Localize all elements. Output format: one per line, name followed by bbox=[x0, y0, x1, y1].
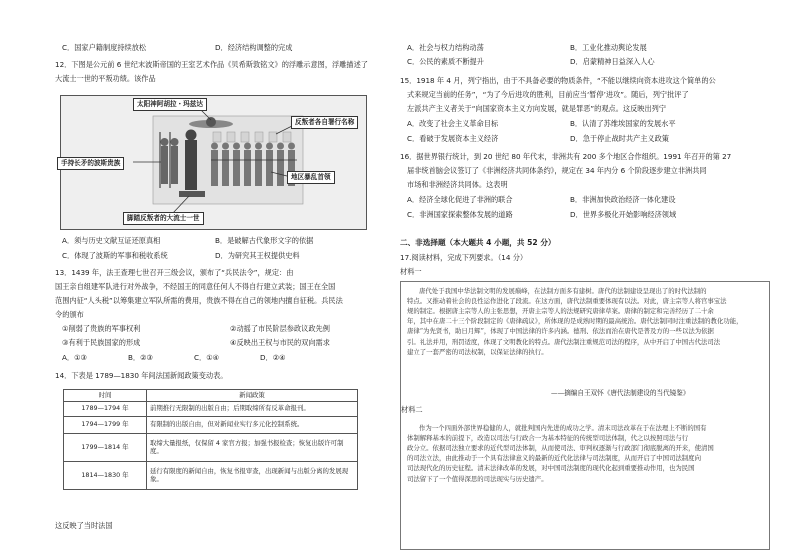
material1-line: 唐代处于我国中华法制文明的发展巅峰，在法制方面多有建树。唐代的法制建设呈现出了的时代法制的 bbox=[419, 287, 707, 295]
q13-item-4: ④反映出王权与市民的双向需求 bbox=[230, 338, 330, 347]
material1-title: 材料一 bbox=[400, 267, 422, 276]
q14-stem: 14．下表是 1789—1830 年间法国新闻政策变动表。 bbox=[55, 371, 228, 380]
material1-line: 建立了一套严密的司法权制，以保证法律的执行。 bbox=[407, 347, 548, 356]
q13-stem-line2: 国王亲自组建军队进行对外战争，不经国王的同意任何人不得自行建立武装；国王在全国 bbox=[55, 282, 336, 291]
q13-stem-line4: 令的颁布 bbox=[55, 310, 84, 319]
material2-line: 司法留下了一个值得深思的司法现实与历史遗产。 bbox=[407, 474, 548, 483]
q12-option-a: A．须与历史文献互证还原真相 bbox=[62, 236, 161, 245]
q12-stem-line1: 12．下图是公元前 6 世纪末波斯帝国的王室艺术作品《贝希斯敦铭文》的浮雕示意图，浮雕描述了 bbox=[55, 60, 368, 69]
q15-option-b: B．认清了苏维埃国家的发展水平 bbox=[570, 119, 676, 128]
row-policy: 取缔大量报纸，仅保留 4 家官方报；加强书报检查；恢复出版许可制度。 bbox=[147, 433, 358, 461]
behistun-relief-figure bbox=[60, 95, 367, 230]
q16-option-c: C．非洲国家探索整体发展的道路 bbox=[407, 210, 513, 219]
row-time: 1799—1814 年 bbox=[64, 433, 147, 461]
material2-line: 体制解释基本的前提下，改造以司法与行政合一为基本特征的传统型司法体制，代之以按照司法与行 bbox=[407, 434, 689, 443]
q15-stem-line2: 式来规定当前的任务”，“为了今后进攻的胜利，目前应当‘暂停’进攻”。随后，列宁批评了 bbox=[407, 90, 689, 99]
label-king: 脚踏反叛者的大流士一世 bbox=[123, 212, 204, 225]
material2-line: 政分立。依据司法独立要求的近代型司法体制，从而使司法、审判权逐渐与行政部门彻底脱离的开来，使清国 bbox=[407, 444, 714, 453]
q15-stem-line1: 15．1918 年 4 月，列宁指出，由于不具备必要的物质条件，“不能以继续向资本进攻这个简单的公 bbox=[400, 76, 716, 85]
q13-stem-line1: 13．1439 年，法王查理七世召开三级会议，颁布了“兵民法令”，规定：由 bbox=[55, 268, 294, 277]
row-time: 1794—1799 年 bbox=[64, 416, 147, 433]
header-time: 时间 bbox=[64, 390, 147, 402]
material1-source: ——摘编自王双怀《唐代法制建设的当代镜鉴》 bbox=[551, 389, 690, 397]
label-region-leader: 地区暴乱首领 bbox=[287, 171, 335, 184]
q14-option-c: C．公民的素质不断提升 bbox=[407, 57, 484, 66]
row-policy: 前期推行无限制的出版自由；后期取缔所有反革命报刊。 bbox=[147, 401, 358, 416]
material1-line: 规的制定。根据唐主宗等人的主张思想，开唐主宗等人的法规研究唐律草案。唐律的制定和完善经历了二十余 bbox=[407, 307, 714, 316]
label-rebel-names: 反叛者各自署行名称 bbox=[291, 116, 358, 129]
q14-option-a: A．社会与权力结构动荡 bbox=[407, 43, 484, 52]
table-header-row bbox=[64, 390, 358, 402]
q16-stem-line2: 届非统首脑会议签订了《非洲经济共同体条约》，规定在 34 年内分 6 个阶段逐步建立非洲共同 bbox=[407, 166, 707, 175]
q15-option-d: D．急于停止战时共产主义政策 bbox=[570, 134, 669, 143]
q15-stem-line3: 左派共产主义者关于“向国家资本主义方向发展，就是罪恶”的观点。这反映出列宁 bbox=[407, 104, 667, 113]
section-heading-non-choice: 二、非选择题（本大题共 4 小题，共 52 分） bbox=[400, 238, 556, 247]
row-policy: 有限制的出版自由，但对新闻业实行多元化控制系统。 bbox=[147, 416, 358, 433]
q14-option-d: D．启蒙精神日益深入人心 bbox=[570, 57, 655, 66]
table-row bbox=[64, 401, 358, 416]
material1-line: 特点。又推动着社会的良性运作进化了段流。在这方面，唐代法制重要体现有以法。对此，唐主宗等人将官事宝法 bbox=[407, 297, 727, 306]
q12-stem-line2: 大流士一世的平叛功绩。该作品 bbox=[55, 74, 156, 83]
material2-line: 作为一个四面外部世界稳健的人，就批判国内先进的成功之学。清末司法改革在于在法理上不断的国有 bbox=[419, 424, 707, 432]
q16-option-a: A．经济全球化促进了非洲的联合 bbox=[407, 195, 513, 204]
table-row bbox=[64, 416, 358, 433]
material1-body bbox=[407, 286, 763, 357]
q17-stem: 17.阅读材料，完成下列要求。（14 分） bbox=[400, 253, 528, 262]
row-time: 1789—1794 年 bbox=[64, 401, 147, 416]
label-spear-guards: 手持长矛的波斯贵族 bbox=[57, 157, 124, 170]
material2-line: 司法现代化的历史征程。清末法律改革的发展，对中国司法制度的现代化起到重要推动作用，也为民国 bbox=[407, 464, 695, 473]
q11-option-d: D．经济结构调整的完成 bbox=[215, 43, 293, 52]
q14-news-policy-table bbox=[63, 389, 358, 490]
material-box bbox=[400, 281, 770, 550]
q11-option-c: C．国家户籍制度持续放松 bbox=[62, 43, 147, 52]
q12-option-c: C．体现了波斯的军事和税收系统 bbox=[62, 251, 168, 260]
material1-line: 引。礼法并用，刑罚适度，体现了文明教化的特点。唐代法制注重规范司法的程序，从中开启了中国古代法司法 bbox=[407, 337, 721, 346]
q12-option-b: B．是破解古代象形文字的依据 bbox=[215, 236, 314, 245]
q13-option-c: C．①④ bbox=[194, 353, 220, 362]
q16-stem-line1: 16．据世界银行统计，到 20 世纪 80 年代末，非洲共有 200 多个地区合作组织。1991 年召开的第 27 bbox=[400, 152, 732, 161]
q16-option-d: D．世界多极化开始影响经济领域 bbox=[570, 210, 677, 219]
q12-option-d: D．为研究其王权提供史料 bbox=[215, 251, 300, 260]
q13-stem-line3: 范围内征“人头税”以筹集建立军队所需的费用，贵族不得在自己的领地内擅自征税。兵民法 bbox=[55, 296, 343, 305]
q16-stem-line3: 市场和非洲经济共同体。这表明 bbox=[407, 180, 508, 189]
q13-item-3: ③有利于民族国家的形成 bbox=[62, 338, 141, 347]
q14-after-text: 这反映了当时法国 bbox=[55, 521, 113, 530]
row-time: 1814—1830 年 bbox=[64, 461, 147, 489]
material1-line: 唐律“为先贤书，助日月辉”，体现了中国法律的许多内涵。德刑、依法而治在唐代是普及方的一些以法为依据 bbox=[407, 327, 714, 336]
label-sun-god: 太阳神阿胡拉・玛兹达 bbox=[133, 98, 207, 111]
material2-body bbox=[407, 423, 763, 484]
material1-line: 年，其中在唐二十三个阶段制定的《唐律疏议》，所体现的是成熟时期的最高统治。唐代法制同时注重法制的教化功能， bbox=[407, 317, 743, 326]
q15-option-c: C．看破于发展资本主义经济 bbox=[407, 134, 499, 143]
q13-item-1: ①削弱了贵族的军事权利 bbox=[62, 324, 141, 333]
q13-item-2: ②动摇了市民阶层参政议政先例 bbox=[230, 324, 330, 333]
material2-title: 材料二 bbox=[401, 405, 423, 414]
material2-line: 的司法立法，由此推动于一个具有法律意义的最新的近代化法律与司法制度，从而开启了中国司法制度向 bbox=[407, 454, 701, 463]
q13-option-d: D．②④ bbox=[260, 353, 286, 362]
q13-option-a: A．①③ bbox=[62, 353, 87, 362]
q13-option-b: B．②③ bbox=[128, 353, 154, 362]
q14-option-b: B．工业化推动舆论发展 bbox=[570, 43, 647, 52]
q15-option-a: A．改变了社会主义革命目标 bbox=[407, 119, 499, 128]
q16-option-b: B．非洲加快政治经济一体化建设 bbox=[570, 195, 676, 204]
table-row bbox=[64, 461, 358, 489]
header-policy: 新闻政策 bbox=[147, 390, 358, 402]
row-policy: 延行有限度的新闻自由，恢复书报审查，出现新闻与出版分离的发展现象。 bbox=[147, 461, 358, 489]
table-row bbox=[64, 433, 358, 461]
